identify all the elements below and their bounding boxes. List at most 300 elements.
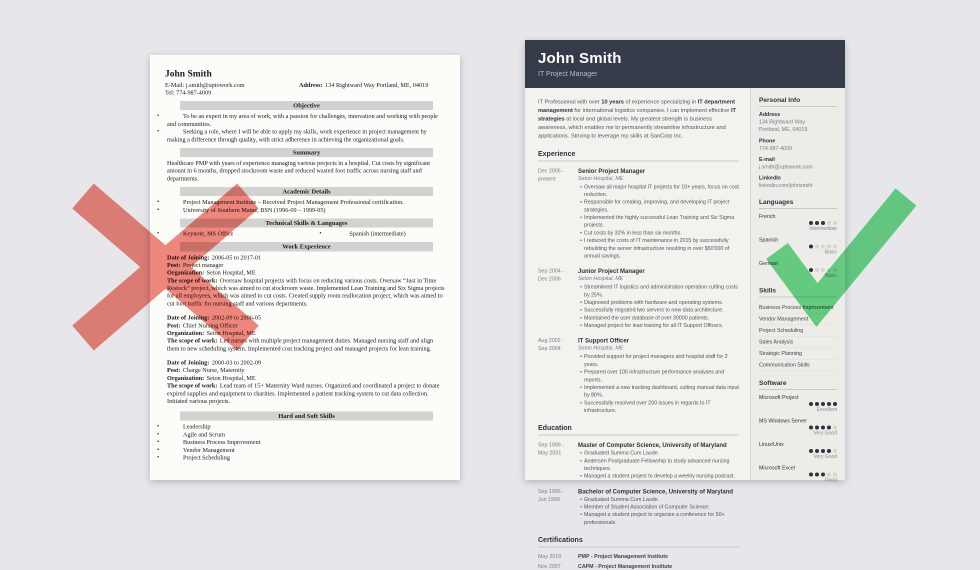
level-label: Very Good bbox=[813, 430, 837, 436]
bullet-text: Graduated Summa Cum Laude. bbox=[584, 496, 660, 503]
entry-bullet-row bbox=[578, 511, 739, 526]
entry-bullet-row bbox=[578, 399, 739, 414]
bad-resume-contact bbox=[165, 81, 445, 96]
certification-entry bbox=[538, 564, 739, 570]
timeline-entry bbox=[538, 488, 739, 527]
bullet-text: I reduced the costs of IT maintenance in 2015 by successfully rebuilding the server infrastructure resulting in over $50'000 of annual savings. bbox=[584, 237, 730, 259]
level-dot bbox=[827, 268, 831, 272]
level-dot bbox=[821, 244, 825, 248]
bullet-dot: • bbox=[580, 496, 582, 503]
bullet-text: Maintained the user database of over 30000 patients. bbox=[584, 314, 710, 321]
entry-bullet-row bbox=[578, 199, 739, 214]
entry-bullet-row bbox=[578, 307, 739, 315]
date-line: Sep 1996 - bbox=[538, 488, 564, 495]
bullet-dot: • bbox=[157, 453, 160, 461]
post-label: Post: bbox=[167, 366, 181, 374]
date-of-joining-label: Date of Joining: bbox=[167, 314, 210, 322]
personal-info-item bbox=[759, 138, 837, 153]
tech-skills-left-col bbox=[157, 229, 327, 238]
skill-item: Sales Analysis bbox=[759, 336, 837, 348]
good-resume-page bbox=[525, 40, 845, 570]
level-dot bbox=[809, 472, 813, 476]
sidebar-title-software: Software bbox=[759, 379, 837, 390]
sidebar-title-skills: Skills bbox=[759, 286, 837, 297]
summary-segment: IT department management bbox=[538, 99, 736, 114]
entry-bullet-row bbox=[578, 504, 739, 512]
job-scope-line bbox=[167, 337, 445, 352]
bullet-row bbox=[157, 205, 445, 214]
bullet-text: Project Scheduling bbox=[183, 453, 230, 461]
bullet-text: Successfully migrated two servers to new data architecture. bbox=[584, 307, 724, 314]
level-dot bbox=[827, 425, 831, 429]
job-post-line bbox=[167, 322, 445, 330]
languages-list bbox=[759, 213, 837, 278]
level-dot bbox=[815, 402, 819, 406]
scope-of-work-value: Oversaw hospital projects with focus on reducing various costs. Oversaw “Just in Time Restock” project, which was aimed to cut stockroom waste. Implemented Lean Training and Six Sigma projects for all employees, which was aimed to cut costs. Created supply room reallocation project, which was aimed to cut foot traffic for nursing staff and various departments. bbox=[167, 276, 445, 307]
bullet-dot: • bbox=[580, 353, 582, 360]
level-dot bbox=[833, 402, 837, 406]
bullet-dot: • bbox=[580, 284, 582, 291]
date-of-joining-label: Date of Joining: bbox=[167, 253, 210, 261]
level-dot bbox=[833, 472, 837, 476]
entry-title: IT Support Officer bbox=[578, 337, 629, 345]
date-line: Sep 2004 bbox=[538, 345, 561, 352]
level-dot bbox=[827, 472, 831, 476]
date-line: Dec 2006 - bbox=[538, 167, 564, 174]
entry-company: Seton Hospital, ME bbox=[578, 175, 624, 182]
bullet-dot: • bbox=[157, 205, 160, 213]
skill-item: Communication Skills bbox=[759, 359, 837, 371]
entry-company: Seton Hospital, ME bbox=[578, 345, 624, 352]
bullet-dot: • bbox=[157, 438, 160, 446]
scope-of-work-label: The scope of work: bbox=[167, 382, 218, 390]
bullet-text: Seeking a role, where I will be able to apply my skills, work experience in project management by making a difference through quality, with strict adherence in achieving the organizational goals. bbox=[167, 128, 427, 143]
post-label: Post: bbox=[167, 261, 181, 269]
level-name: German bbox=[759, 260, 779, 267]
section-title-experience: Experience bbox=[538, 149, 739, 161]
personal-info-value bbox=[759, 164, 837, 172]
entry-bullet-row bbox=[578, 299, 739, 307]
certification-name: PMP - Project Management Institute bbox=[578, 553, 668, 560]
bullet-dot: • bbox=[580, 369, 582, 376]
level-item bbox=[759, 441, 837, 459]
good-sidebar bbox=[750, 88, 845, 483]
skills-list bbox=[759, 302, 837, 371]
personal-info-item bbox=[759, 112, 837, 134]
bullet-text: Cut costs by 32% in less than six months. bbox=[584, 229, 682, 236]
bad-address-label: Address: bbox=[299, 81, 323, 89]
good-resume-body bbox=[525, 88, 845, 570]
summary-segment: of experience specializing in bbox=[623, 99, 698, 105]
job-date-line bbox=[167, 359, 445, 367]
summary-segment: 10 years bbox=[601, 99, 624, 105]
level-dots bbox=[759, 425, 837, 429]
bullet-dot: • bbox=[157, 445, 160, 453]
bad-resume-scaler bbox=[150, 55, 445, 480]
bullet-row bbox=[157, 422, 445, 431]
bullet-dot: • bbox=[580, 511, 582, 518]
bad-tel-line: Tel: 774-987-4009 bbox=[165, 88, 212, 96]
entry-title: Bachelor of Computer Science, University of Maryland bbox=[578, 487, 734, 495]
date-line: present bbox=[538, 175, 556, 182]
post-value: Charge Nurse, Maternity bbox=[182, 366, 245, 374]
date-line: Jun 1999 bbox=[538, 496, 560, 503]
summary-segment: IT strategies bbox=[538, 107, 736, 122]
section-band-summary: Summary bbox=[180, 148, 433, 157]
personal-info-line: j.smith@uptowork.com bbox=[759, 164, 813, 171]
skill-item: Vendor Management bbox=[759, 313, 837, 325]
level-item bbox=[759, 213, 837, 231]
level-label: Excellent bbox=[816, 406, 837, 413]
bullet-row bbox=[157, 229, 327, 238]
bullet-row bbox=[157, 198, 445, 207]
summary-segment: IT Professional with over bbox=[538, 99, 602, 105]
software-list bbox=[759, 394, 837, 483]
job-org-line bbox=[167, 269, 445, 277]
bullet-text: To be an expert in my area of work, with a passion for challenges, innovation and working with people and communities. bbox=[167, 112, 438, 128]
bullet-dot: • bbox=[157, 229, 160, 237]
entry-dates bbox=[538, 268, 578, 330]
bullet-text: Prepared over 100 infrastructure performance analyses and reports. bbox=[584, 369, 725, 383]
bullet-text: Leadership bbox=[183, 423, 211, 431]
level-dot bbox=[815, 425, 819, 429]
level-dot bbox=[833, 244, 837, 248]
entry-bullet-row bbox=[578, 353, 739, 368]
bullet-dot: • bbox=[319, 229, 322, 237]
date-of-joining-value: 2002-09 to 2006-05 bbox=[211, 314, 262, 322]
entry-title: Junior Project Manager bbox=[578, 267, 645, 275]
entry-dates bbox=[538, 442, 578, 481]
bad-contact-left bbox=[165, 81, 299, 96]
bullet-text: Andersen Postgraduate Fellowship to study advanced nursing techniques. bbox=[584, 457, 730, 472]
bullet-text: Managed project for lean training for all IT Support Officers. bbox=[584, 322, 724, 329]
personal-info-line: linkedin.com/johnsmith bbox=[759, 182, 813, 189]
entry-content bbox=[578, 268, 739, 330]
level-dot bbox=[809, 268, 813, 272]
bullet-text: Business Process Improvement bbox=[183, 438, 261, 446]
level-label: Basic bbox=[824, 272, 837, 279]
level-name: Microsoft Excel bbox=[759, 464, 795, 471]
good-resume-header bbox=[525, 40, 845, 88]
entry-dates bbox=[538, 337, 578, 414]
tech-skills-row bbox=[157, 229, 445, 238]
entry-dates bbox=[538, 167, 578, 260]
timeline-entry bbox=[538, 337, 739, 414]
personal-info-value bbox=[759, 182, 837, 190]
level-dot bbox=[827, 221, 831, 225]
level-item bbox=[759, 465, 837, 483]
bullet-text: Member of Student Association of Computer Science. bbox=[584, 504, 710, 511]
level-dot bbox=[827, 244, 831, 248]
level-dot bbox=[815, 268, 819, 272]
personal-info-value bbox=[759, 119, 837, 134]
entry-bullets bbox=[578, 284, 739, 330]
bullet-dot: • bbox=[580, 450, 582, 457]
section-title-education: Education bbox=[538, 424, 739, 436]
entry-bullet-row bbox=[578, 284, 739, 299]
level-item bbox=[759, 237, 837, 255]
bad-resume-name: John Smith bbox=[165, 68, 212, 79]
bullet-dot: • bbox=[157, 422, 160, 430]
level-dot bbox=[821, 472, 825, 476]
education-entries bbox=[538, 442, 739, 527]
bullet-text: Implemented the highly successful Lean Training and Six Sigma projects. bbox=[584, 214, 735, 229]
entry-bullets bbox=[578, 496, 739, 527]
personal-info-item bbox=[759, 175, 837, 190]
bullet-dot: • bbox=[580, 314, 582, 321]
personal-info-line: Portland, ME, 04019 bbox=[759, 126, 808, 133]
bullet-dot: • bbox=[580, 399, 582, 406]
section-band-tech: Technical Skills & Languages bbox=[180, 219, 433, 228]
level-dot bbox=[827, 402, 831, 406]
bullet-row bbox=[157, 430, 445, 439]
bullet-dot: • bbox=[580, 199, 582, 206]
job-date-line bbox=[167, 314, 445, 322]
scope-of-work-value: Lead team of 15+ Maternity Ward nurses. Organized and coordinated a project to donate expired supplies and equipment to charities. Implemented a patient tracking system to cut data collection. Initiated various projects. bbox=[167, 382, 440, 405]
level-dot bbox=[809, 402, 813, 406]
bullet-text: Diagnosed problems with hardware and operating systems. bbox=[584, 299, 724, 306]
sidebar-title-personal-info: Personal Info bbox=[759, 96, 837, 107]
date-line: Aug 2002 - bbox=[538, 337, 564, 344]
bullet-text: Managed a student project to organize a conference for 50+ professionals. bbox=[584, 511, 725, 526]
bullet-text: Project Management Institute – Received Project Management Professional certification. bbox=[183, 198, 404, 206]
experience-entries bbox=[538, 167, 739, 414]
entry-bullet-row bbox=[578, 384, 739, 399]
date-line: Sep 2004 - bbox=[538, 268, 564, 275]
good-main-column bbox=[525, 88, 750, 570]
section-title-certifications: Certifications bbox=[538, 536, 739, 548]
date-line: May 2001 bbox=[538, 450, 562, 457]
level-dot bbox=[833, 449, 837, 453]
level-label: Intermediate bbox=[809, 225, 837, 232]
bullet-text: Agile and Scrum bbox=[183, 430, 225, 438]
bullet-text: Graduated Summa Cum Laude. bbox=[584, 450, 660, 457]
entry-company: Seton Hospital, ME bbox=[578, 275, 624, 282]
organization-value: Seton Hospital, ME bbox=[206, 269, 256, 277]
level-dot bbox=[809, 244, 813, 248]
post-value: Project manager bbox=[182, 261, 224, 269]
bullet-dot: • bbox=[580, 384, 582, 391]
bullet-dot: • bbox=[580, 183, 582, 190]
level-dot bbox=[815, 472, 819, 476]
bullet-text: Vendor Management bbox=[183, 446, 235, 454]
job-scope-line bbox=[167, 277, 445, 308]
professional-summary bbox=[538, 98, 739, 140]
date-of-joining-label: Date of Joining: bbox=[167, 359, 210, 367]
bullet-dot: • bbox=[580, 237, 582, 244]
bullet-text: Streamlined IT logistics and administration operation cutting costs by 25%. bbox=[584, 284, 738, 298]
bullet-text: Implemented a new tracking dashboard, cutting manual data input by 80%. bbox=[584, 384, 739, 399]
post-value: Chief Nursing Officer bbox=[182, 321, 238, 329]
entry-content bbox=[578, 167, 739, 260]
level-dot bbox=[821, 449, 825, 453]
good-resume-document bbox=[525, 40, 845, 570]
post-label: Post: bbox=[167, 321, 181, 329]
bullet-text: Managed a student project to develop a weekly nursing podcast. bbox=[584, 473, 736, 480]
entry-bullets bbox=[578, 183, 739, 260]
entry-bullets bbox=[578, 353, 739, 414]
objective-bullet-list bbox=[157, 112, 445, 144]
tech-skill-right: Spanish (intermediate) bbox=[349, 230, 406, 238]
date-line: Sep 1999 - bbox=[538, 442, 564, 449]
date-of-joining-value: 2000-03 to 2002-09 bbox=[211, 359, 262, 367]
bad-resume-page bbox=[150, 55, 460, 480]
level-name: Linux/Unix bbox=[759, 441, 784, 448]
summary-paragraph: Healthcare PMP with years of experience managing various projects in a hospital. Cut costs by significant amount in 6 months, dropped stockroom waste and reduced wasted foot traffic across nursing staff and departments. bbox=[167, 159, 431, 182]
bullet-row bbox=[157, 445, 445, 454]
date-of-joining-value: 2006-05 to 2017-01 bbox=[211, 253, 262, 261]
entry-bullets bbox=[578, 450, 739, 481]
work-experience-list bbox=[165, 254, 445, 405]
organization-label: Organization: bbox=[167, 269, 205, 277]
bullet-dot: • bbox=[580, 473, 582, 480]
entry-bullet-row bbox=[578, 369, 739, 384]
job-post-line bbox=[167, 367, 445, 375]
level-label: Very Good bbox=[813, 453, 837, 460]
entry-bullet-row bbox=[578, 496, 739, 504]
level-dot bbox=[833, 268, 837, 272]
job-post-line bbox=[167, 261, 445, 269]
level-dot bbox=[815, 449, 819, 453]
bullet-dot: • bbox=[580, 214, 582, 221]
section-band-academic: Academic Details bbox=[180, 187, 433, 196]
summary-segment: for international logistics companies. I can implement effective bbox=[572, 107, 731, 114]
bullet-text: Responsible for creating, improving, and developing IT project strategies. bbox=[584, 199, 730, 213]
certification-date: Nov 2007 bbox=[538, 563, 561, 570]
level-dots bbox=[759, 244, 837, 248]
job-entry bbox=[167, 359, 445, 405]
bullet-dot: • bbox=[157, 112, 160, 120]
job-entry bbox=[167, 254, 445, 308]
entry-dates bbox=[538, 488, 578, 527]
tech-skill-left: Keynote, MS Office bbox=[183, 230, 234, 238]
level-name: French bbox=[759, 213, 776, 220]
section-band-objective: Objective bbox=[180, 101, 433, 110]
level-label: Basic bbox=[824, 249, 837, 255]
bullet-dot: • bbox=[580, 299, 582, 306]
level-name: Spanish bbox=[759, 236, 779, 243]
personal-info-list bbox=[759, 112, 837, 190]
level-dot bbox=[833, 425, 837, 429]
sidebar-title-languages: Languages bbox=[759, 198, 837, 209]
level-dot bbox=[833, 221, 837, 225]
bullet-dot: • bbox=[580, 229, 582, 236]
personal-info-label: Phone bbox=[759, 137, 776, 144]
bad-email-line: E-Mail: j.smith@uptowork.com bbox=[165, 81, 245, 89]
timeline-entry bbox=[538, 167, 739, 260]
bullet-row bbox=[157, 438, 445, 447]
section-band-work: Work Experience bbox=[180, 242, 433, 251]
level-item bbox=[759, 260, 837, 278]
entry-bullet-row bbox=[578, 457, 739, 472]
level-dot bbox=[809, 449, 813, 453]
level-dots bbox=[759, 221, 837, 225]
date-line: Dec 2006 bbox=[538, 276, 561, 283]
level-dot bbox=[821, 221, 825, 225]
good-resume-name: John Smith bbox=[538, 50, 622, 67]
bullet-dot: • bbox=[157, 430, 160, 438]
entry-bullet-row bbox=[578, 183, 739, 198]
entry-bullet-row bbox=[578, 450, 739, 458]
bullet-dot: • bbox=[157, 127, 160, 135]
level-dots bbox=[759, 402, 837, 406]
level-dots bbox=[759, 449, 837, 453]
summary-segment: at local and global levels. My greatest strength is business awareness, which enables me to permanently streamline infrastructure and applications. Striving to leverage my skills at SanCorp Inc. bbox=[538, 115, 726, 139]
personal-info-item bbox=[759, 157, 837, 172]
bullet-row bbox=[157, 453, 445, 462]
good-resume-job-title: IT Project Manager bbox=[538, 69, 598, 78]
organization-value: Seton Hospital, ME bbox=[206, 374, 256, 382]
organization-value: Seton Hospital, ME bbox=[206, 329, 256, 337]
personal-info-label: LinkedIn bbox=[759, 175, 781, 182]
organization-label: Organization: bbox=[167, 374, 205, 382]
level-dot bbox=[815, 221, 819, 225]
bullet-row bbox=[319, 229, 445, 238]
entry-bullet-row bbox=[578, 214, 739, 229]
personal-info-line: 134 Rightward Way bbox=[759, 119, 806, 125]
entry-bullet-row bbox=[578, 322, 739, 330]
bullet-dot: • bbox=[157, 198, 160, 206]
bad-address-value: 134 Rightward Way Portland, ME, 04019 bbox=[325, 81, 429, 89]
level-dot bbox=[827, 449, 831, 453]
entry-bullet-row bbox=[578, 237, 739, 260]
level-dot bbox=[821, 425, 825, 429]
tech-skills-right-col bbox=[319, 229, 445, 238]
bullet-text: Oversaw all major hospital IT projects for 10+ years, focus on cost reduction. bbox=[584, 183, 739, 198]
level-dot bbox=[809, 425, 813, 429]
organization-label: Organization: bbox=[167, 329, 205, 337]
entry-content bbox=[578, 442, 739, 481]
level-label: Good bbox=[824, 477, 837, 483]
level-dot bbox=[821, 402, 825, 406]
level-name: MS Windows Server bbox=[759, 417, 807, 424]
scope-of-work-label: The scope of work: bbox=[167, 337, 218, 345]
level-dot bbox=[809, 221, 813, 225]
skill-item: Business Process Improvement bbox=[759, 302, 837, 314]
certification-date: May 2010 bbox=[538, 553, 562, 560]
entry-content bbox=[578, 488, 739, 527]
bullet-row bbox=[157, 127, 445, 143]
level-dots bbox=[759, 268, 837, 272]
job-date-line bbox=[167, 254, 445, 262]
job-entry bbox=[167, 314, 445, 352]
scope-of-work-label: The scope of work: bbox=[167, 276, 218, 284]
timeline-entry bbox=[538, 442, 739, 481]
entry-bullet-row bbox=[578, 473, 739, 481]
entry-bullet-row bbox=[578, 314, 739, 322]
good-resume-scaler bbox=[525, 40, 837, 570]
level-dot bbox=[821, 268, 825, 272]
entry-bullet-row bbox=[578, 229, 739, 237]
section-band-skills: Hard and Soft Skills bbox=[180, 412, 433, 421]
bad-resume-document bbox=[150, 55, 460, 480]
skill-item: Project Scheduling bbox=[759, 325, 837, 337]
personal-info-value bbox=[759, 145, 837, 153]
timeline-entry bbox=[538, 268, 739, 330]
academic-bullet-list bbox=[157, 198, 445, 214]
level-name: Microsoft Project bbox=[759, 394, 799, 401]
bullet-text: Successfully resolved over 200 issues in regards to IT infrastructure. bbox=[584, 399, 711, 414]
job-scope-line bbox=[167, 382, 445, 405]
certification-entry bbox=[538, 554, 739, 560]
level-item bbox=[759, 418, 837, 436]
personal-info-label: Address bbox=[759, 111, 781, 118]
bullet-row bbox=[157, 112, 445, 128]
personal-info-label: E-mail bbox=[759, 156, 775, 163]
personal-info-line: 774-987-4009 bbox=[759, 145, 792, 152]
bullet-text: University of Southern Maine, BSN (1996-09 – 1999-05) bbox=[183, 206, 326, 214]
bullet-text: Provided support for project managers and hospital staff for 2 years. bbox=[584, 353, 728, 368]
